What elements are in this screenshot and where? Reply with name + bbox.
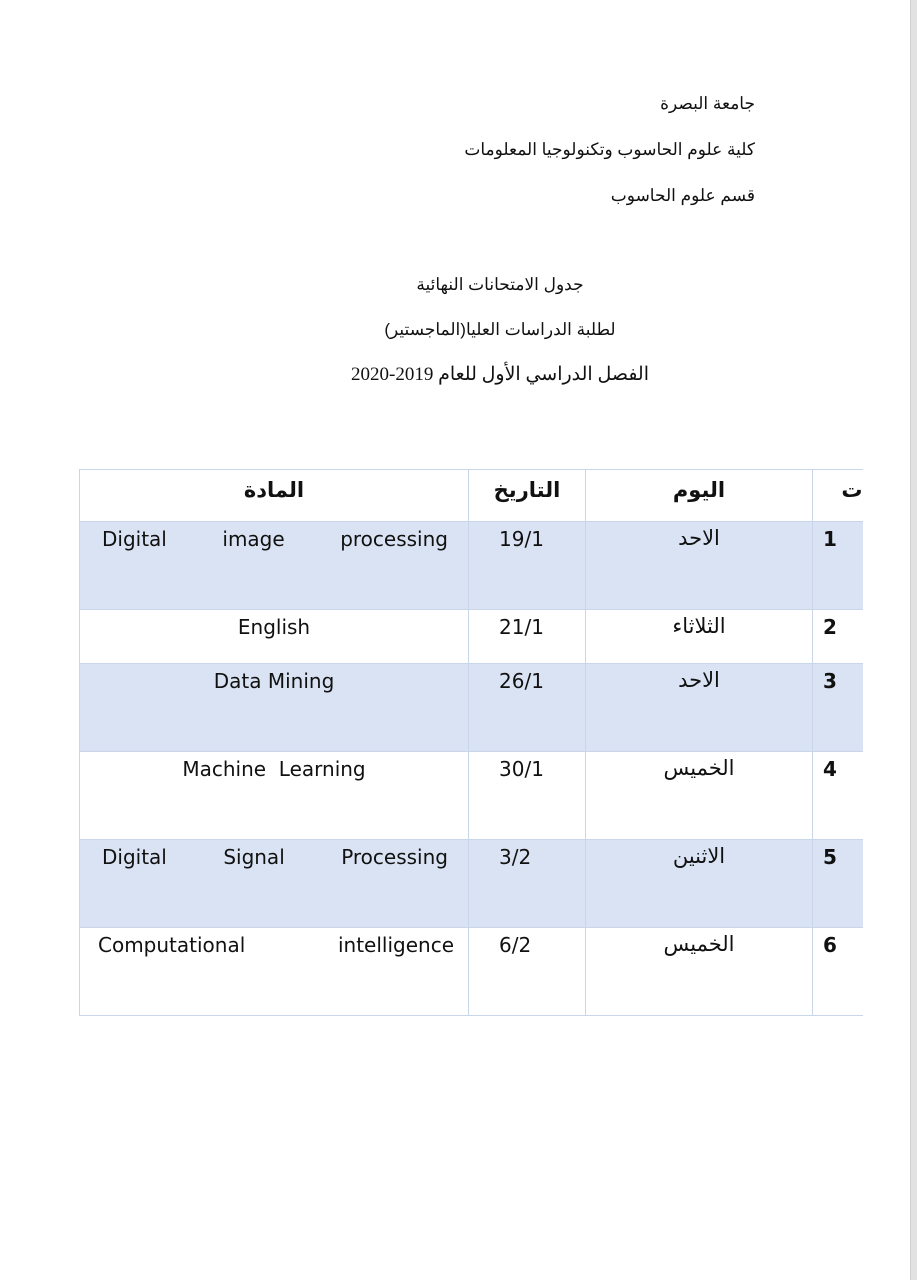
subject-word: Processing <box>341 845 448 869</box>
day-cell: الاحد <box>586 522 813 610</box>
table-row <box>80 928 863 1016</box>
subject-word: Signal <box>223 845 285 869</box>
subject-word: processing <box>340 527 448 551</box>
date-cell: 21/1 <box>469 610 586 664</box>
department-name: قسم علوم الحاسوب <box>610 186 755 205</box>
table-row <box>80 664 863 752</box>
day-cell: الاثنين <box>586 840 813 928</box>
title-line-2: لطلبة الدراسات العليا(الماجستير) <box>384 320 616 339</box>
number-cell: 1 <box>813 522 863 610</box>
page-edge <box>910 0 917 1280</box>
subject-cell: English <box>80 610 469 664</box>
table-row <box>80 610 863 664</box>
subject-cell: Data Mining <box>80 664 469 752</box>
subject-word: Digital <box>102 845 167 869</box>
number-cell: 6 <box>813 928 863 1016</box>
table-row <box>80 840 863 928</box>
header-date: التاريخ <box>469 470 586 522</box>
date-cell: 6/2 <box>469 928 586 1016</box>
day-cell: الثلاثاء <box>586 610 813 664</box>
subject-word: Computational <box>98 933 246 957</box>
day-cell: الاحد <box>586 664 813 752</box>
document-title <box>300 265 700 400</box>
date-cell: 19/1 <box>469 522 586 610</box>
header-day: اليوم <box>586 470 813 522</box>
university-name: جامعة البصرة <box>660 94 755 113</box>
title-line-1: جدول الامتحانات النهائية <box>416 275 584 294</box>
subject-cell <box>80 840 469 928</box>
header-subject: المادة <box>80 470 469 522</box>
exam-schedule-table <box>79 469 863 1016</box>
header-number: ت <box>813 470 863 522</box>
subject-cell <box>80 928 469 1016</box>
subject-word: intelligence <box>337 933 454 957</box>
table-row <box>80 752 863 840</box>
date-cell: 3/2 <box>469 840 586 928</box>
title-line-3: الفصل الدراسي الأول للعام 2019-2020 <box>350 364 650 385</box>
table-row <box>80 522 863 610</box>
subject-cell: Machine Learning <box>80 752 469 840</box>
institution-header <box>155 88 755 226</box>
day-cell: الخميس <box>586 752 813 840</box>
date-cell: 30/1 <box>469 752 586 840</box>
subject-cell <box>80 522 469 610</box>
number-cell: 3 <box>813 664 863 752</box>
number-cell: 4 <box>813 752 863 840</box>
day-cell: الخميس <box>586 928 813 1016</box>
date-cell: 26/1 <box>469 664 586 752</box>
subject-word: Digital <box>102 527 167 551</box>
subject-word: image <box>222 527 285 551</box>
number-cell: 2 <box>813 610 863 664</box>
college-name: كلية علوم الحاسوب وتكنولوجيا المعلومات <box>464 140 755 159</box>
number-cell: 5 <box>813 840 863 928</box>
table-header-row <box>80 470 863 522</box>
